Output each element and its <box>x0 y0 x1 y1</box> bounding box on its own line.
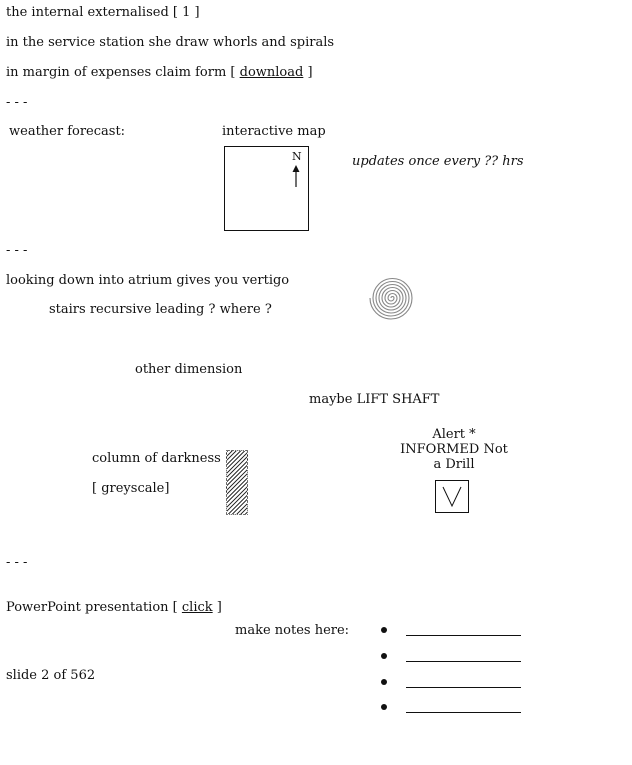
spiral-icon <box>367 275 415 321</box>
north-arrow-icon <box>291 165 301 189</box>
hatched-column <box>226 450 248 515</box>
north-label: N <box>292 150 302 163</box>
bullet-icon <box>381 653 387 659</box>
download-link[interactable]: download <box>239 65 304 80</box>
column-darkness-label: column of darkness <box>92 451 221 466</box>
intro-line-1: the internal externalised [ 1 ] <box>6 5 200 20</box>
presentation-prefix: PowerPoint presentation [ <box>6 600 178 615</box>
notes-label: make notes here: <box>235 623 350 638</box>
alert-message: Alert * INFORMED Not a Drill <box>400 427 508 472</box>
map-title: interactive map <box>222 124 326 139</box>
intro-line-2: in the service station she draw whorls and spirals <box>6 35 335 50</box>
separator: - - - <box>6 243 28 258</box>
separator: - - - <box>6 95 28 110</box>
interactive-map[interactable] <box>224 146 309 231</box>
bullet-icon <box>381 627 387 633</box>
note-line-2[interactable] <box>406 661 521 662</box>
lift-shaft-label: maybe LIFT SHAFT <box>309 392 440 407</box>
update-frequency-note: updates once every ?? hrs <box>352 154 524 169</box>
presentation-suffix: ] <box>216 600 222 615</box>
bullet-icon <box>381 679 387 685</box>
intro-line-3-suffix: ] <box>307 65 313 80</box>
greyscale-label: [ greyscale] <box>92 481 170 496</box>
separator: - - - <box>6 555 28 570</box>
click-link[interactable]: click <box>181 600 213 615</box>
weather-label: weather forecast: <box>9 124 126 139</box>
slide-counter: slide 2 of 562 <box>6 668 96 683</box>
note-line-4[interactable] <box>406 712 521 713</box>
note-line-1[interactable] <box>406 635 521 636</box>
presentation-line <box>6 600 222 616</box>
bullet-icon <box>381 704 387 710</box>
alert-checkbox[interactable] <box>435 480 469 513</box>
other-dimension-label: other dimension <box>135 362 243 377</box>
note-line-3[interactable] <box>406 687 521 688</box>
stairs-line: stairs recursive leading ? where ? <box>49 302 272 317</box>
checkmark-v-icon <box>436 481 468 512</box>
intro-line-3-prefix: in margin of expenses claim form [ <box>6 65 236 80</box>
atrium-line: looking down into atrium gives you vertigo <box>6 273 290 288</box>
intro-line-3 <box>6 65 313 81</box>
